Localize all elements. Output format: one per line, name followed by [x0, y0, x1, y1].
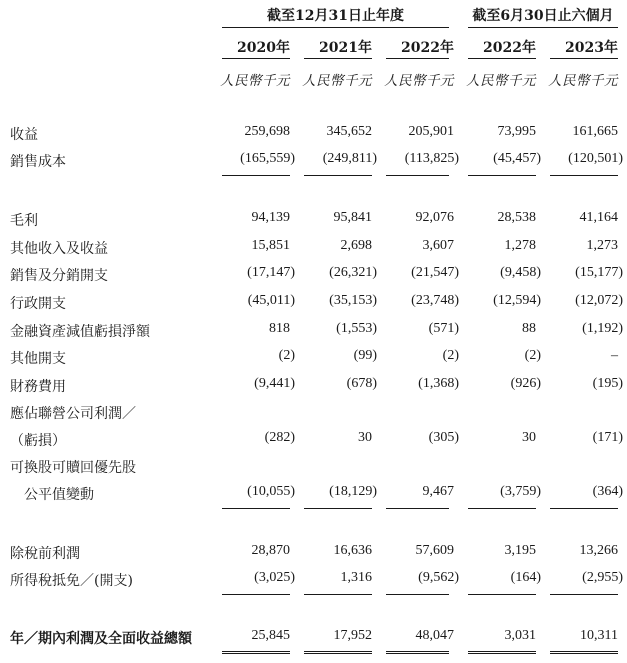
value-gross-profit-2021: 95,841 — [333, 210, 372, 225]
row-label-other-income: 其他收入及收益 — [10, 241, 108, 257]
value-total-2022: 48,047 — [415, 628, 454, 643]
value-gross-profit-2022: 92,076 — [415, 210, 454, 225]
row-label-selling-expenses: 銷售及分銷開支 — [10, 268, 108, 284]
value-pbt-2020: 28,870 — [251, 543, 290, 558]
row-label-finance-costs: 財務費用 — [10, 379, 66, 395]
subtotal-rule — [304, 508, 372, 509]
row-label-profit-before-tax: 除稅前利潤 — [10, 546, 80, 562]
year-rule — [550, 58, 618, 59]
subtotal-rule — [304, 594, 372, 595]
value-admin-expenses-2023h1: (12,072) — [575, 293, 623, 308]
subtotal-rule — [222, 175, 290, 176]
value-admin-expenses-2020: (45,011) — [247, 293, 295, 308]
value-fair-value-2022: 9,467 — [422, 484, 454, 499]
value-cost-of-sales-2022h1: (45,457) — [493, 151, 541, 166]
value-cost-of-sales-2021: (249,811) — [322, 151, 377, 166]
value-selling-expenses-2021: (26,321) — [329, 265, 377, 280]
year-header-2022: 2022年 — [401, 40, 454, 56]
value-tax-2022: (9,562) — [418, 570, 459, 585]
value-fair-value-2023h1: (364) — [592, 484, 623, 499]
subtotal-rule — [386, 508, 449, 509]
total-double-rule — [550, 651, 618, 654]
value-admin-expenses-2022: (23,748) — [411, 293, 459, 308]
value-total-2020: 25,845 — [251, 628, 290, 643]
value-revenue-2022: 205,901 — [408, 124, 454, 139]
group-header-six-months-rule — [468, 27, 618, 28]
value-other-expenses-2022h1: (2) — [524, 348, 541, 363]
value-other-expenses-2022: (2) — [442, 348, 459, 363]
value-other-expenses-2023h1: – — [611, 348, 618, 363]
row-label-admin-expenses: 行政開支 — [10, 296, 66, 312]
value-associates-2022: (305) — [428, 430, 459, 445]
unit-header: 人民幣千元 — [548, 73, 618, 89]
value-other-income-2022h1: 1,278 — [504, 238, 536, 253]
row-label-gross-profit: 毛利 — [10, 213, 38, 229]
value-pbt-2022h1: 3,195 — [504, 543, 536, 558]
group-header-six-months: 截至6月30日止六個月 — [472, 8, 614, 24]
value-tax-2022h1: (164) — [510, 570, 541, 585]
value-total-2021: 17,952 — [333, 628, 372, 643]
group-header-year-rule — [222, 27, 449, 28]
group-header-year: 截至12月31日止年度 — [267, 8, 404, 24]
unit-header: 人民幣千元 — [466, 73, 536, 89]
value-selling-expenses-2020: (17,147) — [247, 265, 295, 280]
value-impairment-2020: 818 — [269, 321, 290, 336]
subtotal-rule — [386, 175, 449, 176]
value-impairment-2022h1: 88 — [522, 321, 536, 336]
value-pbt-2021: 16,636 — [333, 543, 372, 558]
subtotal-rule — [468, 175, 536, 176]
value-fair-value-2021: (18,129) — [329, 484, 377, 499]
value-impairment-2023h1: (1,192) — [582, 321, 623, 336]
value-other-income-2022: 3,607 — [422, 238, 454, 253]
year-rule — [386, 58, 449, 59]
row-label-share-of-associates-line2: （虧損） — [10, 433, 66, 449]
year-header-2020: 2020年 — [237, 40, 290, 56]
value-tax-2021: 1,316 — [340, 570, 372, 585]
row-label-impairment-losses: 金融資產減值虧損淨額 — [10, 324, 150, 340]
value-revenue-2021: 345,652 — [326, 124, 372, 139]
row-label-cost-of-sales: 銷售成本 — [10, 154, 66, 170]
value-other-income-2021: 2,698 — [340, 238, 372, 253]
value-tax-2020: (3,025) — [254, 570, 295, 585]
year-header-2023-h1: 2023年 — [565, 40, 618, 56]
value-finance-costs-2022h1: (926) — [510, 376, 541, 391]
row-label-share-of-associates-line1: 應佔聯營公司利潤／ — [10, 406, 136, 422]
value-selling-expenses-2022: (21,547) — [411, 265, 459, 280]
subtotal-rule — [550, 508, 618, 509]
unit-header: 人民幣千元 — [302, 73, 372, 89]
row-label-preferred-shares-line1: 可換股可贖回優先股 — [10, 460, 136, 476]
value-cost-of-sales-2020: (165,559) — [240, 151, 295, 166]
value-associates-2020: (282) — [264, 430, 295, 445]
year-rule — [468, 58, 536, 59]
subtotal-rule — [468, 508, 536, 509]
value-gross-profit-2020: 94,139 — [251, 210, 290, 225]
unit-header: 人民幣千元 — [384, 73, 454, 89]
row-label-income-tax: 所得稅抵免／(開支) — [10, 573, 133, 589]
value-finance-costs-2020: (9,441) — [254, 376, 295, 391]
unit-header: 人民幣千元 — [220, 73, 290, 89]
year-header-2021: 2021年 — [319, 40, 372, 56]
subtotal-rule — [386, 594, 449, 595]
value-selling-expenses-2022h1: (9,458) — [500, 265, 541, 280]
value-pbt-2022: 57,609 — [415, 543, 454, 558]
value-gross-profit-2022h1: 28,538 — [497, 210, 536, 225]
year-header-2022-h1: 2022年 — [483, 40, 536, 56]
value-associates-2022h1: 30 — [522, 430, 536, 445]
value-fair-value-2022h1: (3,759) — [500, 484, 541, 499]
value-other-income-2020: 15,851 — [251, 238, 290, 253]
value-finance-costs-2023h1: (195) — [592, 376, 623, 391]
value-finance-costs-2022: (1,368) — [418, 376, 459, 391]
row-label-total-profit: 年／期內利潤及全面收益總額 — [10, 631, 192, 647]
value-other-expenses-2020: (2) — [278, 348, 295, 363]
value-revenue-2020: 259,698 — [244, 124, 290, 139]
value-revenue-2023h1: 161,665 — [572, 124, 618, 139]
total-double-rule — [304, 651, 372, 654]
value-fair-value-2020: (10,055) — [247, 484, 295, 499]
row-label-other-expenses: 其他開支 — [10, 351, 66, 367]
total-double-rule — [222, 651, 290, 654]
value-other-income-2023h1: 1,273 — [586, 238, 618, 253]
subtotal-rule — [222, 508, 290, 509]
subtotal-rule — [304, 175, 372, 176]
value-total-2022h1: 3,031 — [504, 628, 536, 643]
value-revenue-2022h1: 73,995 — [497, 124, 536, 139]
value-impairment-2022: (571) — [428, 321, 459, 336]
subtotal-rule — [550, 594, 618, 595]
value-tax-2023h1: (2,955) — [582, 570, 623, 585]
value-admin-expenses-2021: (35,153) — [329, 293, 377, 308]
value-gross-profit-2023h1: 41,164 — [579, 210, 618, 225]
value-associates-2023h1: (171) — [592, 430, 623, 445]
value-impairment-2021: (1,553) — [336, 321, 377, 336]
value-total-2023h1: 10,311 — [580, 628, 618, 643]
total-double-rule — [386, 651, 449, 654]
value-admin-expenses-2022h1: (12,594) — [493, 293, 541, 308]
year-rule — [304, 58, 372, 59]
value-selling-expenses-2023h1: (15,177) — [575, 265, 623, 280]
value-other-expenses-2021: (99) — [353, 348, 377, 363]
value-associates-2021: 30 — [358, 430, 372, 445]
row-label-preferred-shares-line2: 公平值變動 — [24, 487, 94, 503]
value-finance-costs-2021: (678) — [346, 376, 377, 391]
year-rule — [222, 58, 290, 59]
subtotal-rule — [550, 175, 618, 176]
row-label-revenue: 收益 — [10, 127, 38, 143]
value-cost-of-sales-2022: (113,825) — [404, 151, 459, 166]
value-cost-of-sales-2023h1: (120,501) — [568, 151, 623, 166]
total-double-rule — [468, 651, 536, 654]
subtotal-rule — [468, 594, 536, 595]
value-pbt-2023h1: 13,266 — [579, 543, 618, 558]
subtotal-rule — [222, 594, 290, 595]
